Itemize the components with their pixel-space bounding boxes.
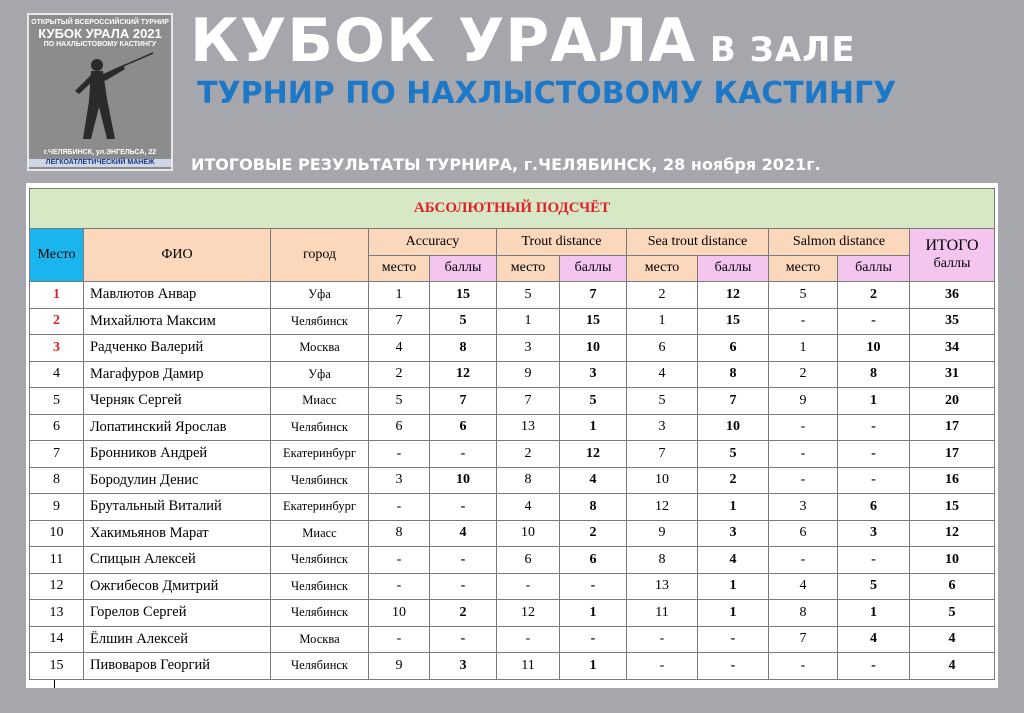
discipline-header-accuracy: Accuracy [369,229,497,256]
city-cell: Екатеринбург [271,494,369,521]
name-cell: Пивоваров Георгий [84,653,271,680]
accuracy-points-cell: - [430,626,497,653]
trout-points-cell: 7 [560,282,627,309]
text-cursor-mark [54,680,55,688]
total-cell: 4 [910,653,995,680]
place-cell: 7 [30,441,84,468]
trout-points-cell: 5 [560,388,627,415]
trout-place-cell: 5 [497,282,560,309]
place-cell: 4 [30,361,84,388]
discipline-header-salmon: Salmon distance [769,229,910,256]
place-cell: 12 [30,573,84,600]
sea-trout-points-cell: 2 [698,467,769,494]
accuracy-place-cell: 1 [369,282,430,309]
results-caption: ИТОГОВЫЕ РЕЗУЛЬТАТЫ ТУРНИРА, г.ЧЕЛЯБИНСК, 28 ноября 2021г. [191,155,821,174]
accuracy-place-cell: 7 [369,308,430,335]
sub-points-header: баллы [838,255,910,282]
accuracy-place-cell: - [369,573,430,600]
total-cell: 6 [910,573,995,600]
salmon-points-cell: 3 [838,520,910,547]
sea-trout-place-cell: 1 [627,308,698,335]
accuracy-place-cell: 5 [369,388,430,415]
salmon-place-cell: 2 [769,361,838,388]
trout-points-cell: 2 [560,520,627,547]
accuracy-place-cell: 6 [369,414,430,441]
sea-trout-place-cell: 7 [627,441,698,468]
results-table [29,188,995,680]
salmon-points-cell: 1 [838,600,910,627]
salmon-place-cell: 6 [769,520,838,547]
trout-place-cell: 2 [497,441,560,468]
discipline-header-sea-trout: Sea trout distance [627,229,769,256]
name-cell: Черняк Сергей [84,388,271,415]
name-cell: Бронников Андрей [84,441,271,468]
page-title-suffix: В ЗАЛЕ [709,30,856,70]
sea-trout-points-cell: 6 [698,335,769,362]
sea-trout-place-cell: 12 [627,494,698,521]
sea-trout-place-cell: 11 [627,600,698,627]
section-title: АБСОЛЮТНЫЙ ПОДСЧЁТ [30,189,995,229]
accuracy-place-cell: 10 [369,600,430,627]
place-cell: 5 [30,388,84,415]
salmon-place-cell: - [769,308,838,335]
trout-points-cell: 12 [560,441,627,468]
salmon-place-cell: - [769,653,838,680]
discipline-header-trout: Trout distance [497,229,627,256]
accuracy-place-cell: 9 [369,653,430,680]
salmon-points-cell: - [838,547,910,574]
salmon-place-cell: 8 [769,600,838,627]
accuracy-points-cell: - [430,547,497,574]
trout-points-cell: 10 [560,335,627,362]
sub-place-header: место [497,255,560,282]
total-sub-label: баллы [933,256,971,271]
city-cell: Челябинск [271,414,369,441]
total-cell: 15 [910,494,995,521]
tournament-logo [27,13,173,171]
salmon-place-cell: 1 [769,335,838,362]
salmon-points-cell: 4 [838,626,910,653]
table-row [30,388,995,415]
trout-place-cell: 3 [497,335,560,362]
accuracy-place-cell: 4 [369,335,430,362]
salmon-points-cell: - [838,653,910,680]
accuracy-points-cell: 4 [430,520,497,547]
total-cell: 4 [910,626,995,653]
accuracy-place-cell: - [369,626,430,653]
total-cell: 31 [910,361,995,388]
total-cell: 34 [910,335,995,362]
logo-line-5: ЛЕГКОАТЛЕТИЧЕСКИЙ МАНЕЖ [29,159,171,167]
salmon-points-cell: 10 [838,335,910,362]
name-cell: Брутальный Виталий [84,494,271,521]
sea-trout-place-cell: 13 [627,573,698,600]
city-cell: Москва [271,626,369,653]
city-cell: Челябинск [271,653,369,680]
trout-points-cell: 1 [560,653,627,680]
place-cell: 15 [30,653,84,680]
salmon-place-cell: - [769,547,838,574]
page-title [190,6,856,85]
salmon-points-cell: 6 [838,494,910,521]
sea-trout-points-cell: 12 [698,282,769,309]
results-body [30,282,995,680]
trout-place-cell: - [497,573,560,600]
sea-trout-points-cell: 1 [698,494,769,521]
salmon-place-cell: 9 [769,388,838,415]
city-cell: Москва [271,335,369,362]
trout-place-cell: 7 [497,388,560,415]
table-row [30,414,995,441]
accuracy-points-cell: 15 [430,282,497,309]
table-row [30,547,995,574]
place-cell: 1 [30,282,84,309]
accuracy-points-cell: 7 [430,388,497,415]
sea-trout-points-cell: 5 [698,441,769,468]
accuracy-points-cell: 3 [430,653,497,680]
table-row [30,308,995,335]
sea-trout-points-cell: 1 [698,573,769,600]
place-cell: 11 [30,547,84,574]
col-city-header: город [271,229,369,282]
sea-trout-points-cell: 10 [698,414,769,441]
logo-line-4: г.ЧЕЛЯБИНСК, ул.ЭНГЕЛЬСА, 22 [43,149,157,156]
salmon-points-cell: 8 [838,361,910,388]
salmon-place-cell: 7 [769,626,838,653]
table-row [30,467,995,494]
name-cell: Лопатинский Ярослав [84,414,271,441]
sea-trout-place-cell: 10 [627,467,698,494]
accuracy-points-cell: 10 [430,467,497,494]
page-title-main: КУБОК УРАЛА [190,6,696,76]
place-cell: 8 [30,467,84,494]
salmon-place-cell: 5 [769,282,838,309]
trout-place-cell: 6 [497,547,560,574]
city-cell: Челябинск [271,467,369,494]
trout-place-cell: 11 [497,653,560,680]
sea-trout-place-cell: 8 [627,547,698,574]
accuracy-place-cell: - [369,547,430,574]
city-cell: Миасс [271,388,369,415]
total-cell: 5 [910,600,995,627]
logo-line-1: ОТКРЫТЫЙ ВСЕРОССИЙСКИЙ ТУРНИР [31,19,169,26]
trout-points-cell: 1 [560,600,627,627]
total-cell: 17 [910,441,995,468]
sea-trout-place-cell: 3 [627,414,698,441]
name-cell: Ожгибесов Дмитрий [84,573,271,600]
col-total-header [910,229,995,282]
trout-place-cell: 13 [497,414,560,441]
total-cell: 10 [910,547,995,574]
accuracy-place-cell: 3 [369,467,430,494]
city-cell: Миасс [271,520,369,547]
city-cell: Уфа [271,282,369,309]
trout-place-cell: 12 [497,600,560,627]
table-row [30,494,995,521]
sea-trout-place-cell: - [627,626,698,653]
logo-line-2: КУБОК УРАЛА 2021 [38,26,162,41]
salmon-place-cell: - [769,414,838,441]
sea-trout-points-cell: 7 [698,388,769,415]
trout-points-cell: 6 [560,547,627,574]
salmon-points-cell: - [838,308,910,335]
table-row [30,361,995,388]
table-row [30,282,995,309]
total-label: ИТОГО [925,237,979,254]
trout-place-cell: 4 [497,494,560,521]
name-cell: Спицын Алексей [84,547,271,574]
sea-trout-place-cell: 5 [627,388,698,415]
trout-place-cell: 10 [497,520,560,547]
total-cell: 20 [910,388,995,415]
sub-points-header: баллы [560,255,627,282]
accuracy-points-cell: - [430,441,497,468]
sea-trout-place-cell: 4 [627,361,698,388]
sea-trout-points-cell: 4 [698,547,769,574]
name-cell: Бородулин Денис [84,467,271,494]
results-panel [26,183,998,688]
place-cell: 3 [30,335,84,362]
sub-place-header: место [769,255,838,282]
name-cell: Горелов Сергей [84,600,271,627]
sub-points-header: баллы [430,255,497,282]
trout-points-cell: 3 [560,361,627,388]
sub-place-header: место [627,255,698,282]
sea-trout-place-cell: 9 [627,520,698,547]
place-cell: 13 [30,600,84,627]
logo-line-3: ПО НАХЛЫСТОВОМУ КАСТИНГУ [43,41,157,48]
accuracy-place-cell: - [369,441,430,468]
accuracy-points-cell: 2 [430,600,497,627]
sea-trout-place-cell: - [627,653,698,680]
trout-place-cell: 9 [497,361,560,388]
trout-points-cell: - [560,626,627,653]
city-cell: Челябинск [271,600,369,627]
salmon-points-cell: - [838,414,910,441]
sub-place-header: место [369,255,430,282]
salmon-place-cell: - [769,467,838,494]
total-cell: 36 [910,282,995,309]
salmon-points-cell: - [838,441,910,468]
accuracy-points-cell: - [430,573,497,600]
name-cell: Михайлюта Максим [84,308,271,335]
city-cell: Екатеринбург [271,441,369,468]
city-cell: Челябинск [271,547,369,574]
name-cell: Ёлшин Алексей [84,626,271,653]
table-row [30,335,995,362]
total-cell: 16 [910,467,995,494]
table-row [30,653,995,680]
place-cell: 9 [30,494,84,521]
city-cell: Челябинск [271,308,369,335]
col-name-header: ФИО [84,229,271,282]
name-cell: Мавлютов Анвар [84,282,271,309]
city-cell: Уфа [271,361,369,388]
trout-place-cell: 1 [497,308,560,335]
total-cell: 17 [910,414,995,441]
sea-trout-points-cell: - [698,653,769,680]
page-subtitle: ТУРНИР ПО НАХЛЫСТОВОМУ КАСТИНГУ [197,76,897,111]
place-cell: 10 [30,520,84,547]
salmon-points-cell: 1 [838,388,910,415]
sea-trout-points-cell: 15 [698,308,769,335]
trout-points-cell: 15 [560,308,627,335]
accuracy-points-cell: 8 [430,335,497,362]
trout-points-cell: 8 [560,494,627,521]
accuracy-points-cell: 12 [430,361,497,388]
sea-trout-points-cell: 3 [698,520,769,547]
salmon-place-cell: - [769,441,838,468]
col-place-header: Место [30,229,84,282]
accuracy-place-cell: - [369,494,430,521]
trout-points-cell: - [560,573,627,600]
table-row [30,441,995,468]
total-cell: 35 [910,308,995,335]
trout-place-cell: 8 [497,467,560,494]
place-cell: 2 [30,308,84,335]
trout-place-cell: - [497,626,560,653]
sea-trout-place-cell: 6 [627,335,698,362]
accuracy-place-cell: 8 [369,520,430,547]
name-cell: Хакимьянов Марат [84,520,271,547]
salmon-points-cell: 2 [838,282,910,309]
place-cell: 14 [30,626,84,653]
trout-points-cell: 1 [560,414,627,441]
salmon-place-cell: 3 [769,494,838,521]
table-row [30,626,995,653]
table-row [30,520,995,547]
sea-trout-points-cell: - [698,626,769,653]
total-cell: 12 [910,520,995,547]
table-row [30,573,995,600]
name-cell: Магафуров Дамир [84,361,271,388]
accuracy-points-cell: 5 [430,308,497,335]
sea-trout-place-cell: 2 [627,282,698,309]
caster-figure-icon [45,51,155,146]
salmon-points-cell: - [838,467,910,494]
salmon-points-cell: 5 [838,573,910,600]
accuracy-points-cell: 6 [430,414,497,441]
accuracy-points-cell: - [430,494,497,521]
place-cell: 6 [30,414,84,441]
sea-trout-points-cell: 1 [698,600,769,627]
table-row [30,600,995,627]
sub-points-header: баллы [698,255,769,282]
city-cell: Челябинск [271,573,369,600]
name-cell: Радченко Валерий [84,335,271,362]
salmon-place-cell: 4 [769,573,838,600]
sea-trout-points-cell: 8 [698,361,769,388]
trout-points-cell: 4 [560,467,627,494]
accuracy-place-cell: 2 [369,361,430,388]
